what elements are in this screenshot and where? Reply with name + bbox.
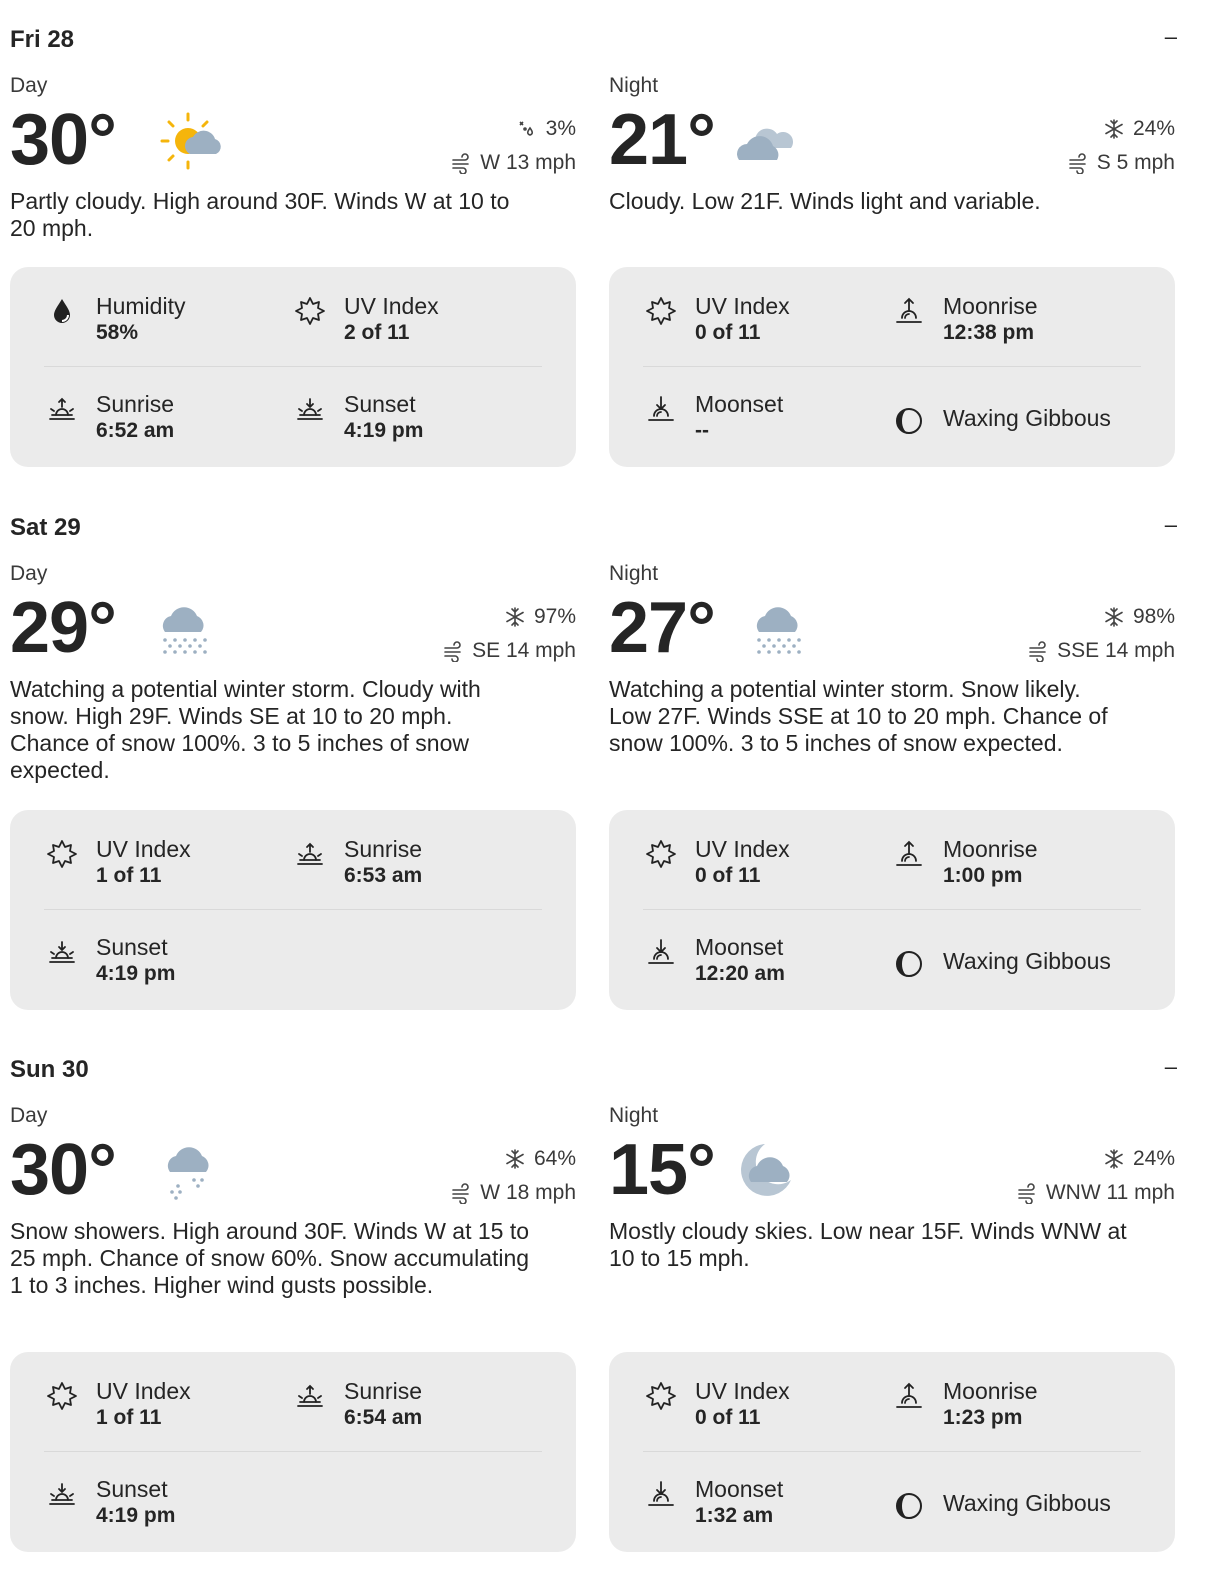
temperature: 27° [609, 588, 715, 668]
wind-value: SSE 14 mph [1057, 639, 1175, 662]
detail-moonset [609, 1472, 849, 1532]
temperature: 21° [609, 100, 715, 180]
snowflake-icon [1103, 118, 1125, 140]
snow-icon [749, 598, 815, 664]
detail-label: Humidity [96, 293, 186, 319]
moon-phase-icon [893, 948, 925, 980]
precip-value: 98% [1132, 605, 1175, 628]
wind-value: W 18 mph [480, 1181, 576, 1204]
part-label: Day [10, 74, 48, 97]
temperature: 29° [10, 588, 116, 668]
wind-stat [1027, 634, 1175, 668]
detail-value: 1 of 11 [96, 1406, 162, 1429]
day-heading: Sat 29 [10, 514, 81, 541]
detail-label: UV Index [695, 293, 790, 319]
uv-index-icon [46, 838, 78, 870]
detail-label: Waxing Gibbous [943, 1490, 1111, 1516]
day-heading: Sun 30 [10, 1056, 89, 1083]
temperature: 15° [609, 1130, 715, 1210]
wind-stat [1067, 146, 1175, 180]
detail-sunset [10, 1472, 250, 1532]
part-label: Night [609, 1104, 659, 1127]
detail-value: 1:00 pm [943, 864, 1023, 887]
detail-label: UV Index [96, 1378, 191, 1404]
forecast-description: Watching a potential winter storm. Snow likely. Low 27F. Winds SSE at 10 to 20 mph. Chance of snow 100%. 3 to 5 inches of snow expected. [609, 676, 1108, 756]
detail-value: 1:32 am [695, 1504, 774, 1527]
detail-moonrise [857, 289, 1097, 349]
sunset-icon [46, 1478, 78, 1510]
moonset-icon [645, 1478, 677, 1510]
moonset-icon [645, 393, 677, 425]
wind-value: SE 14 mph [472, 639, 576, 662]
snowflake-icon [1103, 1148, 1125, 1170]
detail-label: Sunrise [344, 1378, 422, 1404]
detail-moon-phase [857, 1472, 1111, 1532]
detail-label: Moonset [695, 1476, 784, 1502]
detail-sunrise [258, 832, 498, 892]
wind-value: W 13 mph [480, 151, 576, 174]
detail-label: UV Index [96, 836, 191, 862]
detail-uv-index [10, 1374, 250, 1434]
uv-index-icon [645, 838, 677, 870]
detail-value: 1:23 pm [943, 1406, 1023, 1429]
forecast-description: Snow showers. High around 30F. Winds W at 15 to 25 mph. Chance of snow 60%. Snow accumulating 1 to 3 inches. Higher wind gusts possible. [10, 1218, 530, 1298]
detail-label: Moonrise [943, 293, 1038, 319]
wind-icon [442, 640, 464, 662]
sunrise-icon [294, 838, 326, 870]
snowflake-icon [504, 1148, 526, 1170]
stats [1016, 1142, 1175, 1210]
uv-index-icon [645, 1380, 677, 1412]
detail-label: Sunset [344, 391, 416, 417]
precip-stat [442, 600, 576, 634]
divider [643, 909, 1141, 910]
uv-index-icon [645, 295, 677, 327]
detail-uv-index [10, 832, 250, 892]
detail-label: Waxing Gibbous [943, 948, 1111, 974]
precip-stat [450, 1142, 576, 1176]
forecast-description: Mostly cloudy skies. Low near 15F. Winds WNW at 10 to 15 mph. [609, 1218, 1127, 1271]
detail-value: 12:20 am [695, 962, 785, 985]
detail-sunset [258, 387, 498, 447]
detail-value: 0 of 11 [695, 864, 761, 887]
part-label: Night [609, 74, 659, 97]
detail-uv-index [609, 832, 849, 892]
precip-stat [1027, 600, 1175, 634]
detail-sunrise [258, 1374, 498, 1434]
collapse-button[interactable]: – [1164, 24, 1177, 49]
sunset-icon [294, 393, 326, 425]
detail-uv-index [258, 289, 498, 349]
detail-value: 4:19 pm [96, 1504, 176, 1527]
detail-label: Sunrise [344, 836, 422, 862]
moonrise-icon [893, 295, 925, 327]
moonrise-icon [893, 838, 925, 870]
detail-label: Moonset [695, 391, 784, 417]
stats [450, 1142, 576, 1210]
detail-label: UV Index [695, 1378, 790, 1404]
precip-value: 24% [1132, 1147, 1175, 1170]
detail-value: 4:19 pm [344, 419, 424, 442]
details-card [609, 1352, 1175, 1552]
wind-value: WNW 11 mph [1045, 1181, 1175, 1204]
wind-icon [1016, 1182, 1038, 1204]
uv-index-icon [46, 1380, 78, 1412]
detail-label: Moonrise [943, 1378, 1038, 1404]
detail-value: 6:53 am [344, 864, 423, 887]
details-card [10, 267, 576, 467]
detail-value: 0 of 11 [695, 1406, 761, 1429]
temperature: 30° [10, 100, 116, 180]
wind-stat [442, 634, 576, 668]
moonset-icon [645, 936, 677, 968]
precip-value: 64% [533, 1147, 576, 1170]
snowflake-icon [504, 606, 526, 628]
detail-label: Moonrise [943, 836, 1038, 862]
forecast-description: Cloudy. Low 21F. Winds light and variable. [609, 188, 1041, 214]
wind-icon [1027, 640, 1049, 662]
snow-icon [155, 598, 221, 664]
precip-value: 24% [1132, 117, 1175, 140]
detail-moonset [609, 387, 849, 447]
mostly-cloudy-night-icon [735, 1140, 801, 1206]
detail-value: 0 of 11 [695, 321, 761, 344]
part-label: Day [10, 562, 48, 585]
uv-index-icon [294, 295, 326, 327]
stats [442, 600, 576, 668]
divider [44, 909, 542, 910]
precip-value: 3% [545, 117, 576, 140]
detail-uv-index [609, 289, 849, 349]
wind-stat [450, 1176, 576, 1210]
sunrise-icon [294, 1380, 326, 1412]
rain-drop-icon [516, 118, 538, 140]
part-label: Day [10, 1104, 48, 1127]
humidity-icon [46, 295, 78, 327]
precip-stat [1016, 1142, 1175, 1176]
detail-value: 4:19 pm [96, 962, 176, 985]
detail-moon-phase [857, 930, 1111, 990]
details-card [609, 810, 1175, 1010]
collapse-button[interactable]: – [1164, 1054, 1177, 1079]
cloudy-night-icon [733, 110, 799, 176]
detail-label: UV Index [695, 836, 790, 862]
detail-moonset [609, 930, 849, 990]
detail-value: 6:52 am [96, 419, 175, 442]
detail-label: UV Index [344, 293, 439, 319]
detail-label: Sunset [96, 1476, 168, 1502]
moon-phase-icon [893, 1490, 925, 1522]
forecast-description: Partly cloudy. High around 30F. Winds W at 10 to 20 mph. [10, 188, 510, 241]
wind-icon [450, 152, 472, 174]
details-card [10, 810, 576, 1010]
wind-icon [450, 1182, 472, 1204]
stats [1067, 112, 1175, 180]
wind-icon [1067, 152, 1089, 174]
detail-label: Sunrise [96, 391, 174, 417]
day-heading: Fri 28 [10, 26, 75, 53]
snowflake-icon [1103, 606, 1125, 628]
detail-value: 6:54 am [344, 1406, 423, 1429]
detail-sunrise [10, 387, 250, 447]
detail-label: Moonset [695, 934, 784, 960]
collapse-button[interactable]: – [1164, 512, 1177, 537]
detail-moonrise [857, 832, 1097, 892]
divider [44, 366, 542, 367]
temperature: 30° [10, 1130, 116, 1210]
stats [450, 112, 576, 180]
precip-stat [450, 112, 576, 146]
sunrise-icon [46, 393, 78, 425]
detail-moonrise [857, 1374, 1097, 1434]
forecast-description: Watching a potential winter storm. Cloudy with snow. High 29F. Winds SE at 10 to 20 mph. Chance of snow 100%. 3 to 5 inches of snow expected. [10, 676, 481, 783]
details-card [10, 1352, 576, 1552]
detail-value: 2 of 11 [344, 321, 410, 344]
part-label: Night [609, 562, 659, 585]
detail-value: 1 of 11 [96, 864, 162, 887]
precip-value: 97% [533, 605, 576, 628]
detail-value: 12:38 pm [943, 321, 1035, 344]
detail-sunset [10, 930, 250, 990]
sunset-icon [46, 936, 78, 968]
detail-moon-phase [857, 387, 1111, 447]
detail-humidity [10, 289, 250, 349]
wind-stat [1016, 1176, 1175, 1210]
stats [1027, 600, 1175, 668]
detail-value: 58% [96, 321, 139, 344]
moon-phase-icon [893, 405, 925, 437]
snow-showers-icon [160, 1140, 226, 1206]
divider [44, 1451, 542, 1452]
detail-value: -- [695, 419, 709, 442]
detail-label: Waxing Gibbous [943, 405, 1111, 431]
wind-stat [450, 146, 576, 180]
moonrise-icon [893, 1380, 925, 1412]
divider [643, 1451, 1141, 1452]
wind-value: S 5 mph [1096, 151, 1175, 174]
precip-stat [1067, 112, 1175, 146]
detail-label: Sunset [96, 934, 168, 960]
details-card [609, 267, 1175, 467]
detail-uv-index [609, 1374, 849, 1434]
divider [643, 366, 1141, 367]
partly-cloudy-day-icon [160, 110, 226, 176]
